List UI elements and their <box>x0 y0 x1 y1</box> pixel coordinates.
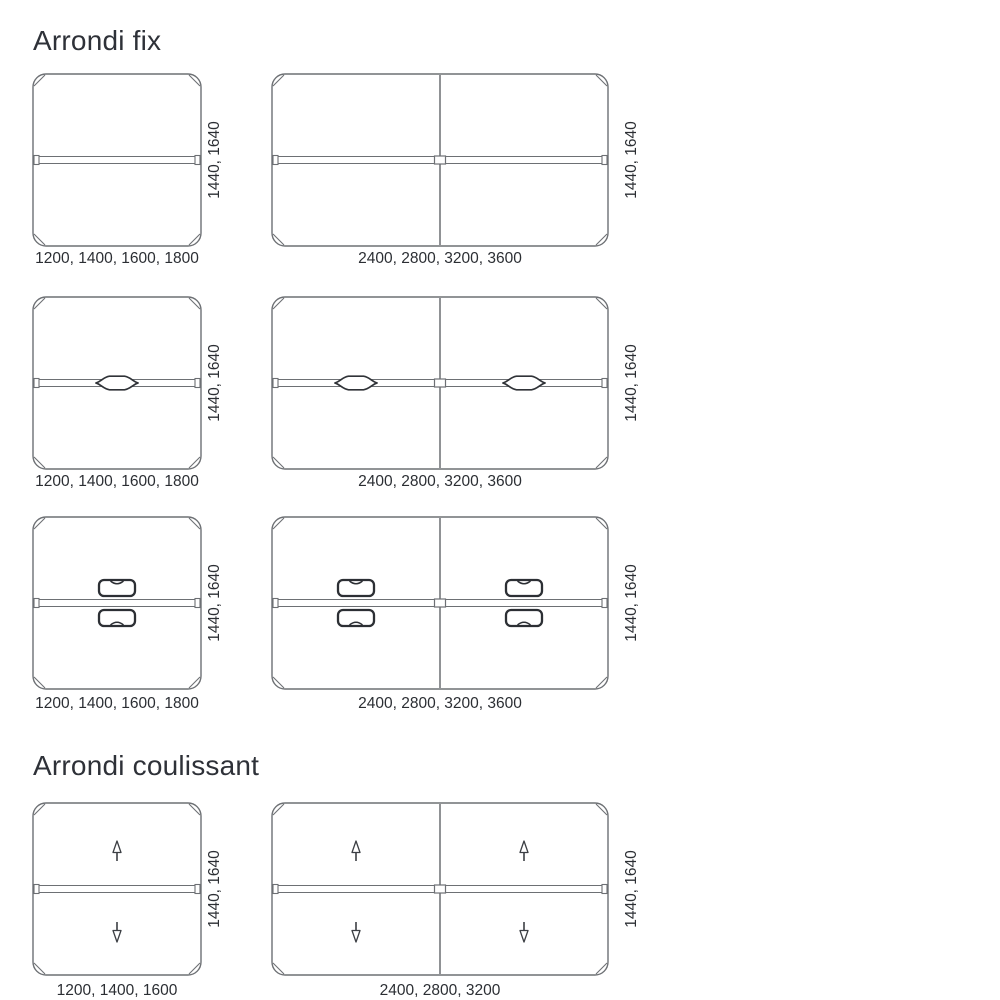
depth-dimension-label: 1440, 1640 <box>206 564 223 642</box>
diagram-sliding-single <box>27 797 207 981</box>
width-dimension-label: 2400, 2800, 3200, 3600 <box>358 695 522 712</box>
depth-dimension-label: 1440, 1640 <box>623 121 640 199</box>
width-dimension-label: 1200, 1400, 1600 <box>56 982 178 999</box>
diagram-fix-tray-single <box>27 511 207 695</box>
diagram-fix-grommet-double <box>266 291 614 475</box>
depth-dimension-label: 1440, 1640 <box>206 850 223 928</box>
width-dimension-label: 2400, 2800, 3200, 3600 <box>358 473 522 490</box>
width-dimension-label: 1200, 1400, 1600, 1800 <box>35 473 199 490</box>
diagram-sliding-double <box>266 797 614 981</box>
diagram-fix-grommet-single <box>27 291 207 475</box>
section-title-arrondi-fix: Arrondi fix <box>33 25 162 56</box>
depth-dimension-label: 1440, 1640 <box>623 344 640 422</box>
diagram-fix-tray-double <box>266 511 614 695</box>
depth-dimension-label: 1440, 1640 <box>623 564 640 642</box>
diagram-fix-plain-single <box>27 68 207 252</box>
depth-dimension-label: 1440, 1640 <box>206 344 223 422</box>
diagram-fix-plain-double <box>266 68 614 252</box>
width-dimension-label: 2400, 2800, 3200 <box>379 982 501 999</box>
width-dimension-label: 1200, 1400, 1600, 1800 <box>35 250 199 267</box>
section-title-arrondi-coulissant: Arrondi coulissant <box>33 750 260 781</box>
width-dimension-label: 1200, 1400, 1600, 1800 <box>35 695 199 712</box>
width-dimension-label: 2400, 2800, 3200, 3600 <box>358 250 522 267</box>
depth-dimension-label: 1440, 1640 <box>206 121 223 199</box>
depth-dimension-label: 1440, 1640 <box>623 850 640 928</box>
